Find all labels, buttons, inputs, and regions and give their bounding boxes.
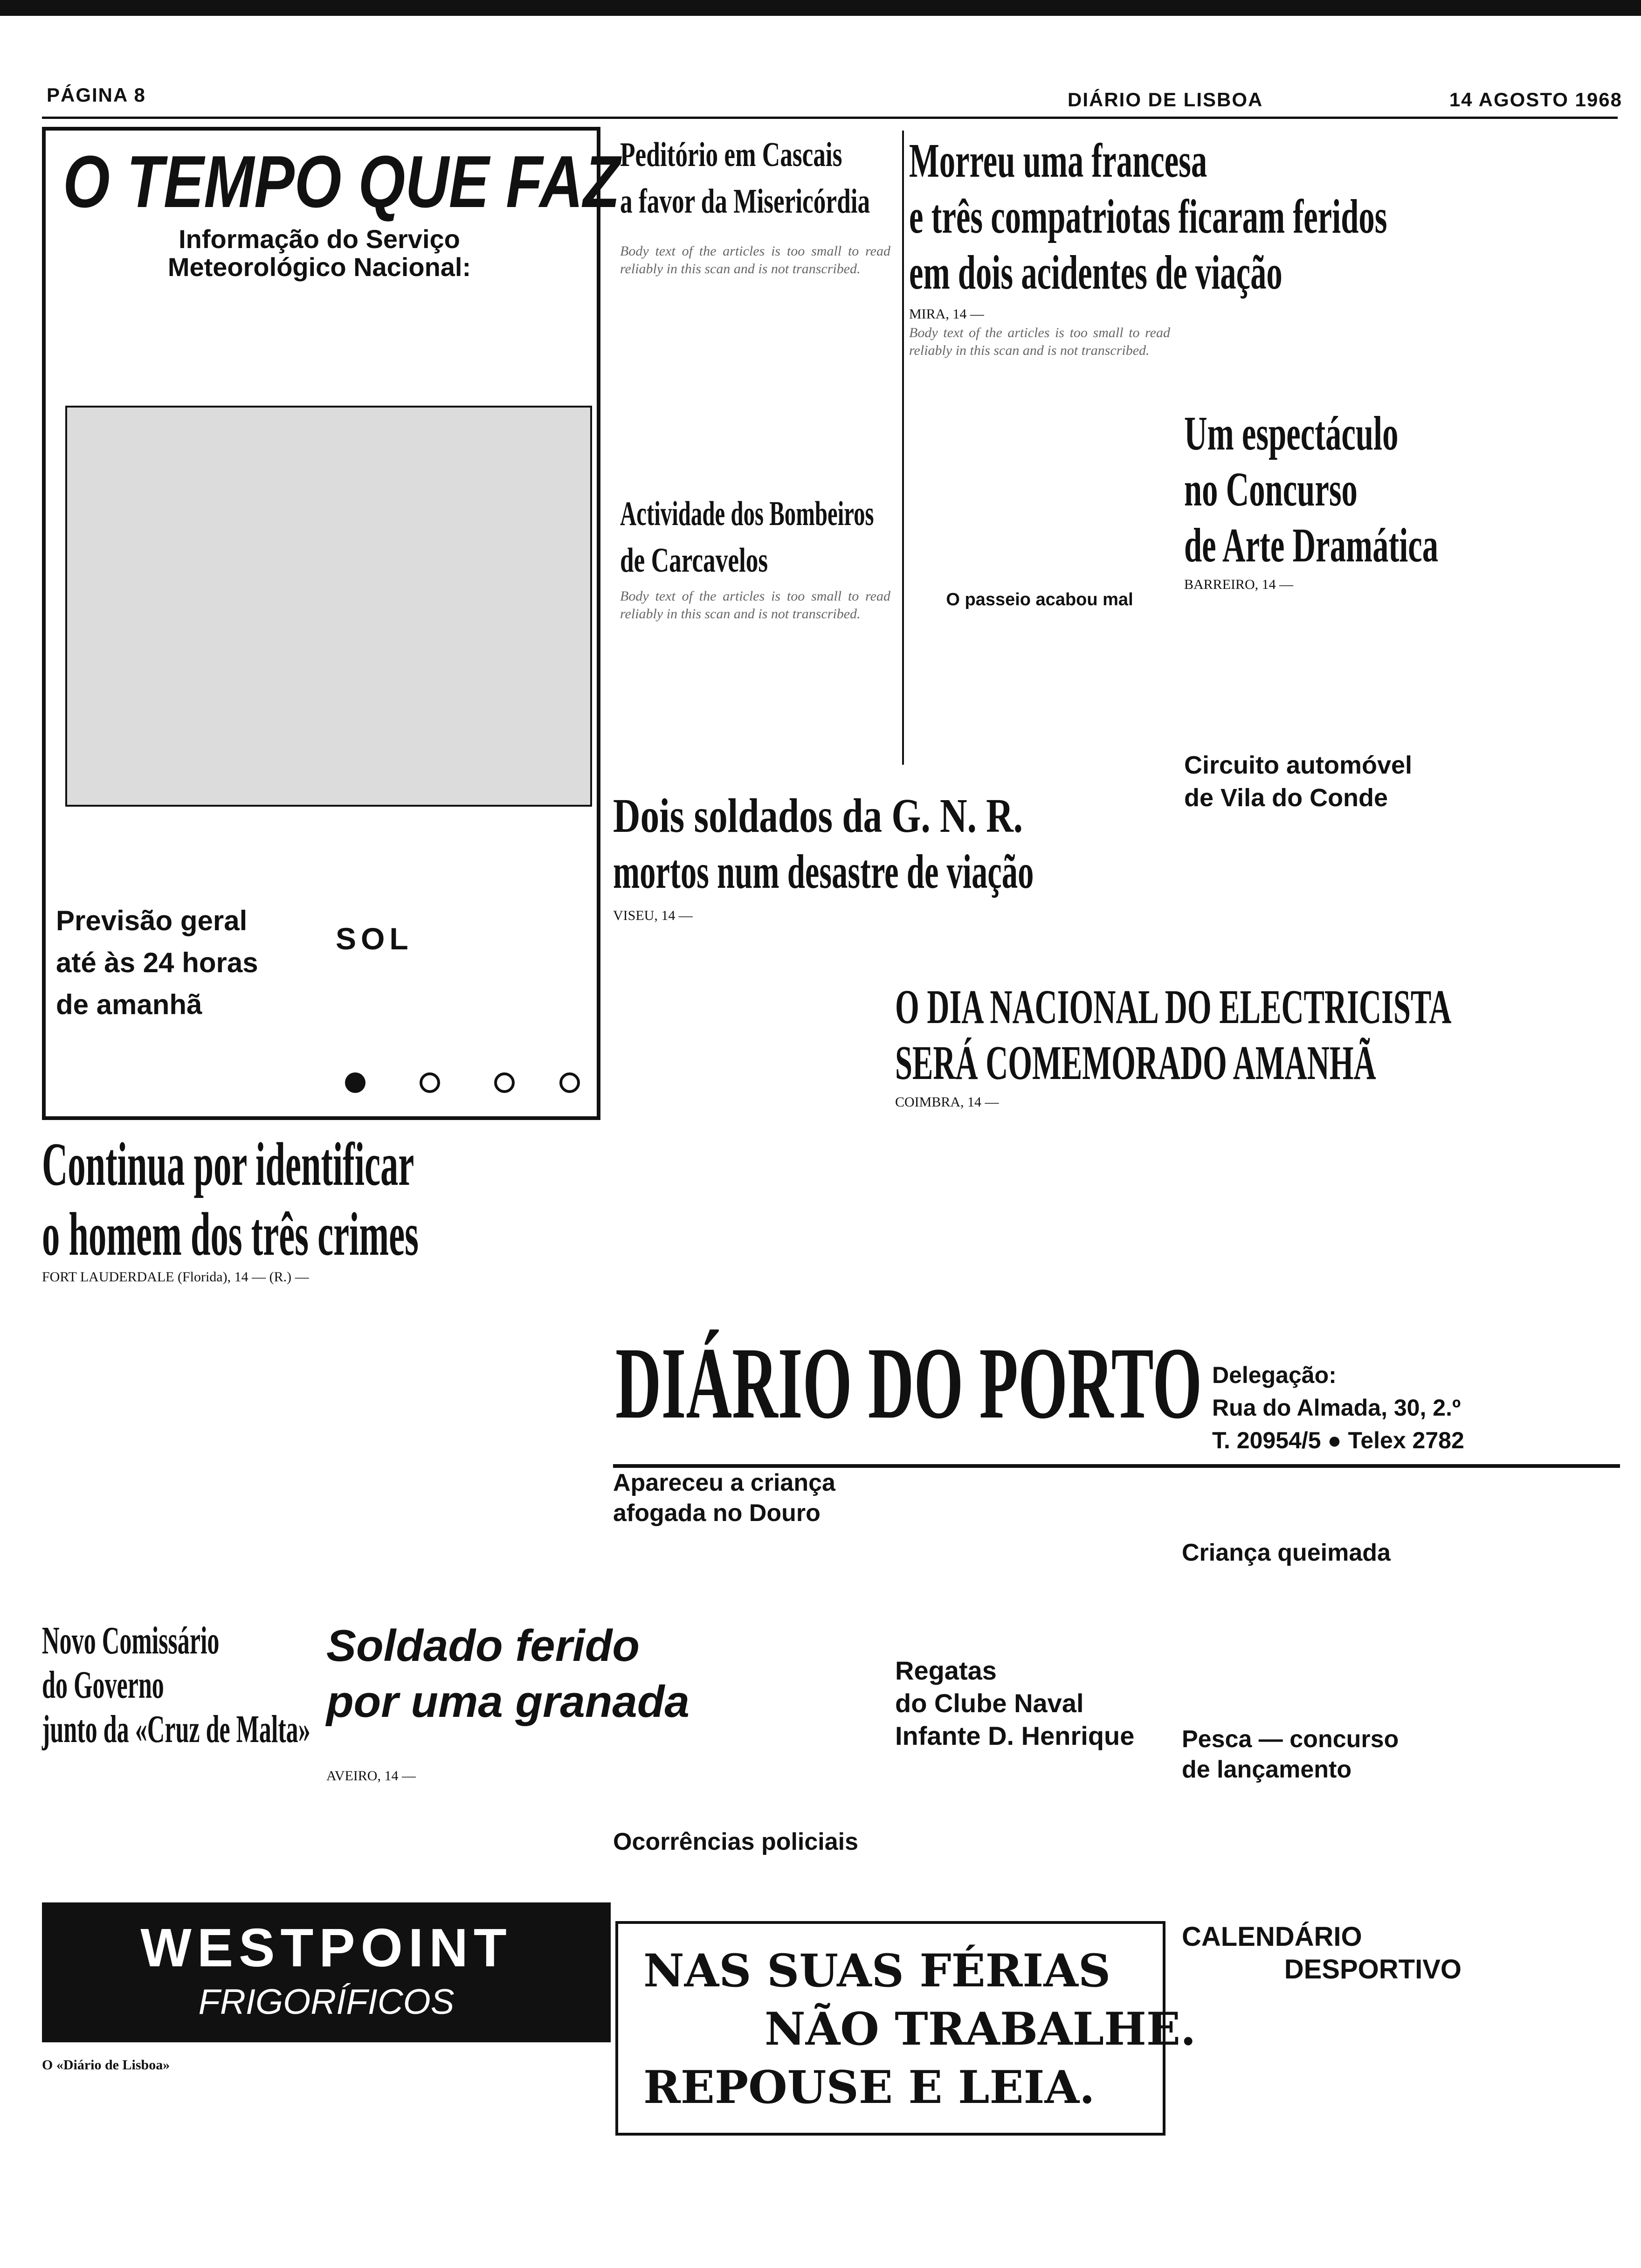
peditorio-title-2: a favor da Misericórdia (620, 182, 870, 221)
weather-map (65, 406, 592, 807)
porto-masthead: DIÁRIO DO PORTO (615, 1326, 1202, 1440)
crimes-title-1: Continua por identificar (42, 1130, 414, 1198)
first-quarter-icon (420, 1072, 440, 1093)
regatas-title-2: do Clube Naval (895, 1688, 1084, 1718)
electricista-title-2: SERÁ COMEMORADO AMANHÃ (895, 1036, 1376, 1090)
bombeiros-title-1: Actividade dos Bombeiros (620, 495, 874, 533)
comissario-title-1: Novo Comissário (42, 1619, 220, 1662)
soldados-lead: VISEU, 14 — (613, 908, 693, 923)
full-moon-icon (494, 1072, 515, 1093)
column-rule (902, 131, 904, 765)
circuito-title-1: Circuito automóvel (1184, 751, 1413, 779)
calendario-title-1: CALENDÁRIO (1182, 1922, 1362, 1952)
electricista-lead: COIMBRA, 14 — (895, 1094, 999, 1110)
peditorio-title-1: Peditório em Cascais (620, 136, 842, 174)
new-moon-icon (345, 1072, 365, 1093)
weather-subtitle-2: Meteorológico Nacional: (167, 252, 471, 282)
ocorrencias-title: Ocorrências policiais (613, 1828, 859, 1855)
pesca-title-2: de lançamento (1182, 1756, 1352, 1783)
francesa-title-1: Morreu uma francesa (909, 134, 1207, 187)
ferias-line-1: NAS SUAS FÉRIAS (643, 1944, 1111, 1997)
espectaculo-title-3: de Arte Dramática (1184, 519, 1439, 572)
porto-office-label: Delegação: (1212, 1362, 1337, 1388)
francesa-subhead: O passeio acabou mal (946, 590, 1133, 609)
soldados-title-2: mortos num desastre de viação (613, 845, 1034, 899)
porto-rule (613, 1464, 1620, 1468)
espectaculo-title-2: no Concurso (1184, 463, 1358, 516)
francesa-title-3: em dois acidentes de viação (909, 246, 1282, 299)
top-black-band (0, 0, 1641, 16)
francesa-lead: MIRA, 14 — (909, 306, 984, 322)
francesa-body: Body text of the articles is too small to read reliably in this scan and is not transcribed. (909, 325, 1170, 358)
regatas-title-1: Regatas (895, 1656, 997, 1685)
weather-title: O TEMPO QUE FAZ (63, 141, 620, 223)
page-number: PÁGINA 8 (47, 84, 146, 106)
header-rule (42, 117, 1618, 119)
ferias-line-2: NÃO TRABALHE. (765, 2003, 1196, 2055)
regatas-title-3: Infante D. Henrique (895, 1721, 1135, 1750)
ferias-line-3: REPOUSE E LEIA. (643, 2061, 1095, 2114)
last-quarter-icon (559, 1072, 580, 1093)
crianca-douro-title-2: afogada no Douro (613, 1500, 820, 1527)
espectaculo-lead: BARREIRO, 14 — (1184, 577, 1294, 592)
westpoint-product: FRIGORÍFICOS (198, 1982, 455, 2022)
forecast-line-3: de amanhã (56, 989, 202, 1020)
comissario-title-3: junto da «Cruz de Malta» (42, 1708, 310, 1751)
weather-subtitle-1: Informação do Serviço (179, 224, 460, 254)
crimes-title-2: o homem dos três crimes (42, 1200, 419, 1268)
bombeiros-body: Body text of the articles is too small to read reliably in this scan and is not transcribed. (620, 588, 890, 622)
paper-name: DIÁRIO DE LISBOA (1068, 89, 1263, 111)
bombeiros-title-2: de Carcavelos (620, 541, 768, 580)
sun-label: SOL (336, 921, 413, 956)
porto-office-phone: T. 20954/5 ● Telex 2782 (1212, 1427, 1464, 1453)
westpoint-brand: WESTPOINT (140, 1917, 512, 1978)
circuito-title-2: de Vila do Conde (1184, 784, 1388, 812)
issue-date: 14 AGOSTO 1968 (1449, 89, 1622, 111)
granada-title-2: por uma granada (326, 1677, 689, 1727)
soldados-title-1: Dois soldados da G. N. R. (613, 789, 1023, 843)
peditorio-body: Body text of the articles is too small to read reliably in this scan and is not transcribed. (620, 243, 890, 277)
granada-title-1: Soldado ferido (326, 1621, 640, 1671)
crimes-lead: FORT LAUDERDALE (Florida), 14 — (R.) — (42, 1269, 309, 1285)
electricista-title-1: O DIA NACIONAL DO ELECTRICISTA (895, 980, 1452, 1034)
calendario-title-2: DESPORTIVO (1284, 1954, 1462, 1984)
distribution-notice-lead: O «Diário de Lisboa» (42, 2057, 170, 2073)
crianca-douro-title-1: Apareceu a criança (613, 1469, 835, 1496)
granada-lead: AVEIRO, 14 — (326, 1768, 416, 1784)
queimada-title: Criança queimada (1182, 1539, 1391, 1566)
comissario-title-2: do Governo (42, 1663, 164, 1707)
forecast-line-1: Previsão geral (56, 905, 248, 936)
francesa-title-2: e três compatriotas ficaram feridos (909, 190, 1387, 243)
porto-office-address: Rua do Almada, 30, 2.º (1212, 1395, 1461, 1421)
espectaculo-title-1: Um espectáculo (1184, 407, 1399, 460)
forecast-line-2: até às 24 horas (56, 947, 258, 978)
pesca-title-1: Pesca — concurso (1182, 1726, 1399, 1753)
moon-phases (345, 1072, 587, 1100)
